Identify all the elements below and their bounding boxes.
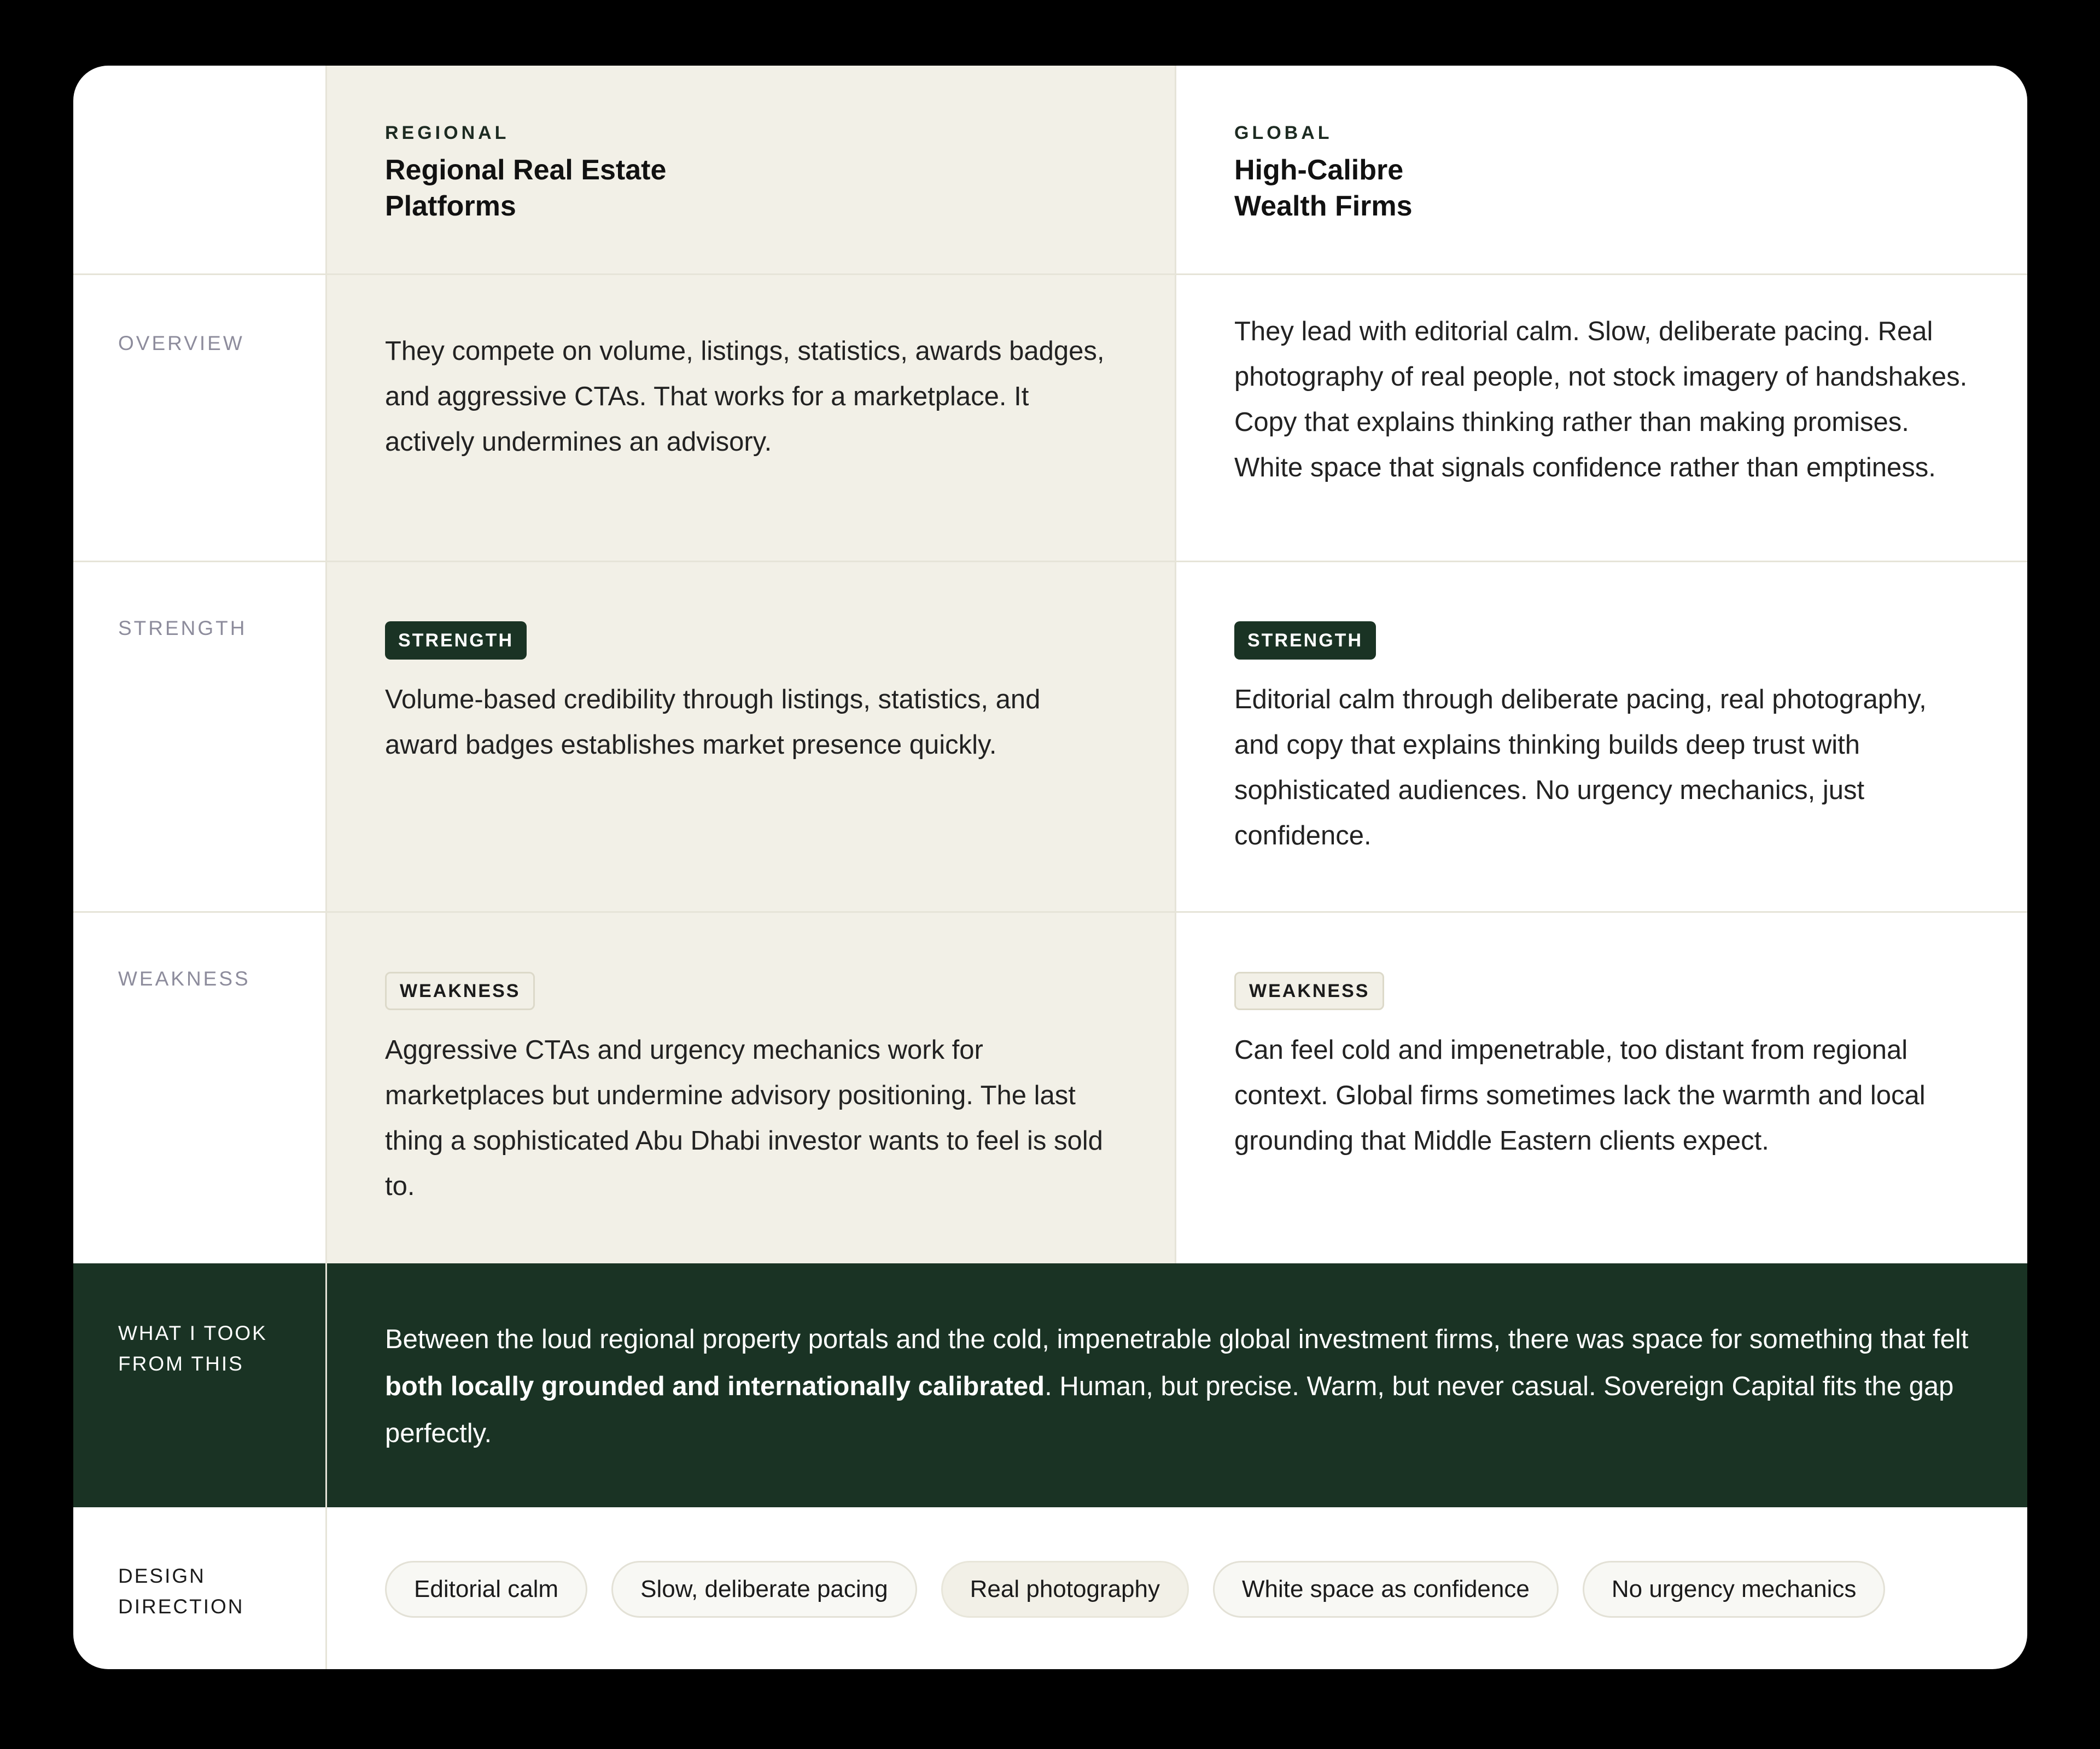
takeaway-text [385,1316,1973,1457]
chip-editorial-calm: Editorial calm [385,1561,587,1618]
chip-real-photography: Real photography [941,1561,1189,1618]
strength-badge: STRENGTH [1234,621,1376,660]
takeaway-text-part: Between the loud regional property portals and the cold, impenetrable global investment firms, there was space for something that felt [385,1325,1969,1354]
weakness-label: WEAKNESS [118,967,250,990]
takeaway-label-cell [73,1263,327,1507]
regional-title: Regional Real Estate Platforms [385,154,667,222]
chip-white-space: White space as confidence [1213,1561,1559,1618]
regional-header [327,66,1176,275]
overview-regional-text: They compete on volume, listings, statistics, awards badges, and aggressive CTAs. That works for a marketplace. It actively undermines an advisory. [385,336,1105,457]
weakness-regional-cell [327,913,1176,1263]
weakness-badge: WEAKNESS [385,972,535,1010]
strength-label-cell [73,562,327,913]
global-header [1176,66,2027,275]
global-kicker: GLOBAL [1234,123,1333,143]
strength-global-text: Editorial calm through deliberate pacing, real photography, and copy that explains thinking builds deep trust with sophisticated audiences. No urgency mechanics, just confidence. [1234,685,1927,850]
strength-global-cell [1176,562,2027,913]
weakness-badge: WEAKNESS [1234,972,1384,1010]
comparison-card [73,66,2027,1669]
overview-label: OVERVIEW [118,332,244,354]
strength-label: STRENGTH [118,617,247,639]
design-direction-chips-cell [327,1507,2027,1669]
weakness-global-cell [1176,913,2027,1263]
chip-no-urgency: No urgency mechanics [1583,1561,1886,1618]
weakness-regional-text: Aggressive CTAs and urgency mechanics work for marketplaces but undermine advisory positioning. The last thing a sophisticated Abu Dhabi investor wants to feel is sold to. [385,1035,1103,1201]
overview-global-text: They lead with editorial calm. Slow, deliberate pacing. Real photography of real people, not stock imagery of handshakes. Copy that explains thinking rather than making promises. White space that signals confidence rather than emptiness. [1234,317,1968,482]
chip-slow-pacing: Slow, deliberate pacing [611,1561,917,1618]
global-title: High-Calibre Wealth Firms [1234,154,1413,222]
strength-regional-cell [327,562,1176,913]
header-empty-cell [73,66,327,275]
takeaway-text-part: . Human, but precise. Warm, but never casual. Sovereign Capital fits the gap perfectly. [385,1372,1954,1448]
strength-regional-text: Volume-based credibility through listings, statistics, and award badges establishes market presence quickly. [385,685,1041,760]
chip-list [385,1561,1885,1618]
takeaway-text-cell [327,1263,2027,1507]
overview-regional-cell [327,275,1176,562]
overview-label-cell [73,275,327,562]
design-direction-label-cell [73,1507,327,1669]
design-direction-section [73,1507,2027,1669]
takeaway-section [73,1263,2027,1507]
weakness-label-cell [73,913,327,1263]
weakness-global-text: Can feel cold and impenetrable, too distant from regional context. Global firms sometimes lack the warmth and local grounding that Middle Eastern clients expect. [1234,1035,1926,1156]
comparison-grid [73,66,2027,1669]
takeaway-label: WHAT I TOOK FROM THIS [118,1322,267,1375]
overview-global-cell [1176,275,2027,562]
regional-kicker: REGIONAL [385,123,510,143]
takeaway-text-emphasis: both locally grounded and internationally calibrated [385,1372,1045,1401]
strength-badge: STRENGTH [385,621,527,660]
design-direction-label: DESIGN DIRECTION [118,1565,244,1618]
